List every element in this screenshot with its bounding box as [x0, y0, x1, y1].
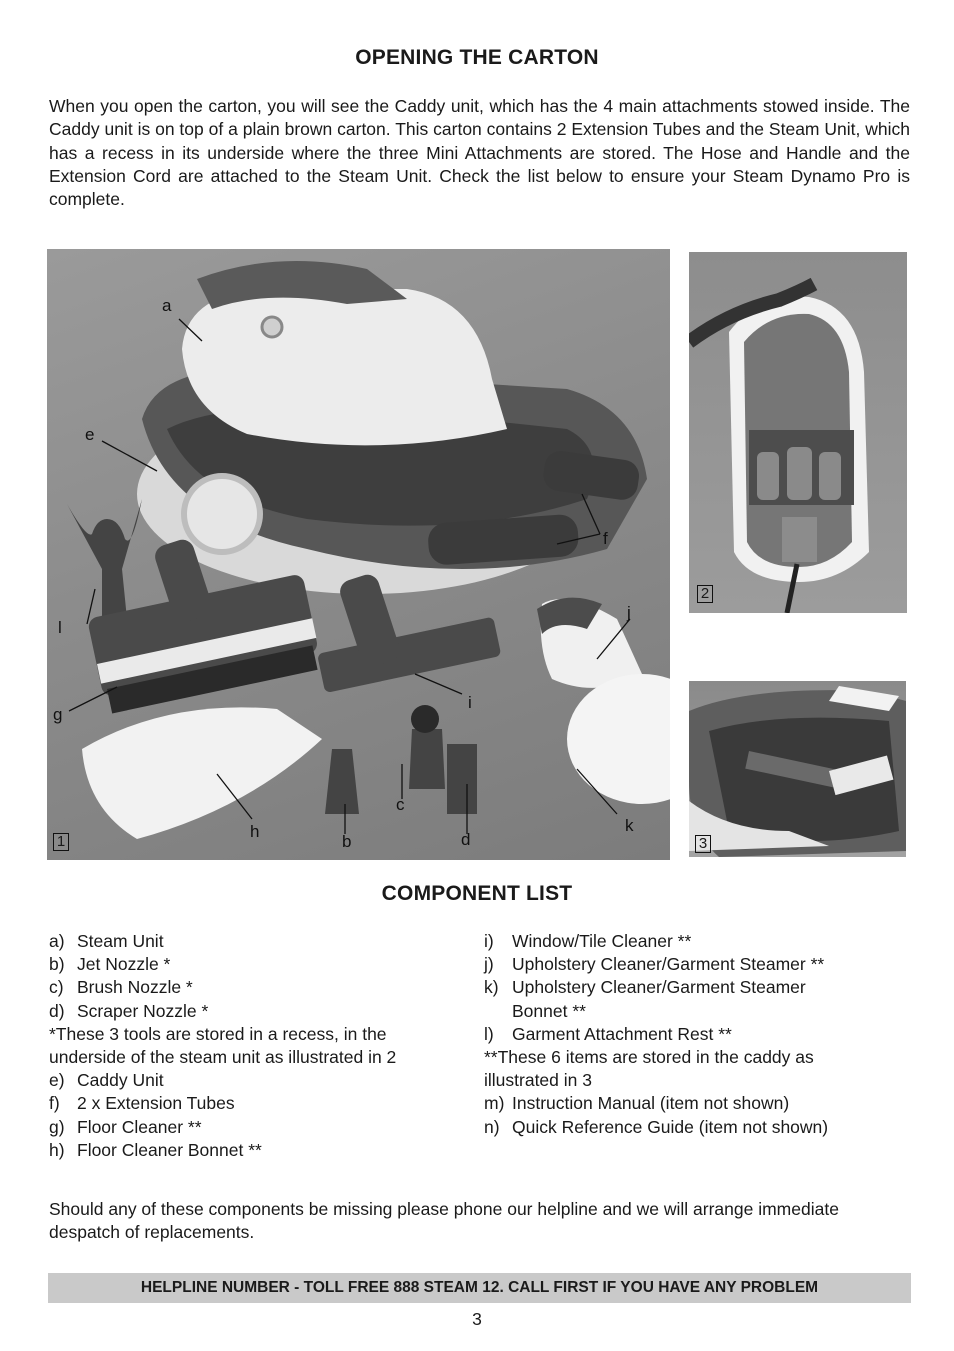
- figure-number-2: 2: [697, 585, 713, 603]
- list-item: h) Floor Cleaner Bonnet **: [49, 1139, 262, 1160]
- label-j: j: [627, 603, 631, 622]
- list-item: g) Floor Cleaner **: [49, 1116, 202, 1137]
- label-h: h: [250, 822, 260, 841]
- label-e: e: [85, 425, 95, 444]
- label-a: a: [162, 296, 172, 315]
- page-number: 3: [472, 1309, 482, 1329]
- list-item: c) Brush Nozzle *: [49, 977, 193, 998]
- list-item: e) Caddy Unit: [49, 1070, 164, 1091]
- list-item: j) Upholstery Cleaner/Garment Steamer **: [484, 954, 825, 975]
- figure-number-3: 3: [695, 835, 711, 853]
- storage-note-caddy: **These 6 items are stored in the caddy as illustrated in 3: [484, 1047, 814, 1091]
- label-k: k: [625, 816, 634, 835]
- intro-paragraph: When you open the carton, you will see the Caddy unit, which has the 4 main attachments stowed inside. The Caddy unit is on top of a plain brown carton. This carton contains 2 Extension Tubes and the Steam Unit, which has a recess in its underside where the three Mini Attachments are stored. The Hose and Handle and the Extension Cord are attached to the Steam Unit. Check the list below to ensure your Steam Dynamo Pro is complete.: [49, 96, 910, 210]
- list-item: d) Scraper Nozzle *: [49, 1000, 209, 1021]
- label-l: l: [58, 618, 62, 637]
- heading-component-list: COMPONENT LIST: [381, 882, 573, 905]
- list-item: f) 2 x Extension Tubes: [49, 1093, 235, 1114]
- figure-2-underside-photo: [689, 252, 907, 613]
- heading-opening-carton: OPENING THE CARTON: [355, 46, 599, 69]
- list-item: b) Jet Nozzle *: [49, 954, 171, 975]
- label-g: g: [53, 705, 63, 724]
- missing-components-paragraph: Should any of these components be missing please phone our helpline and we will arrange immediate despatch of replacements.: [49, 1199, 839, 1243]
- label-d: d: [461, 830, 471, 849]
- component-list-right: [484, 930, 904, 1139]
- product-illustration: [47, 249, 670, 860]
- caddy-illustration: [689, 681, 906, 857]
- label-b: b: [342, 832, 352, 851]
- list-item: k) Upholstery Cleaner/Garment Steamer Bonnet **: [484, 977, 806, 1021]
- label-c: c: [396, 795, 405, 814]
- underside-illustration: [689, 252, 907, 613]
- list-item: i) Window/Tile Cleaner **: [484, 931, 692, 951]
- figure-number-1: 1: [53, 833, 69, 851]
- list-item: n) Quick Reference Guide (item not shown): [484, 1116, 829, 1137]
- label-i: i: [468, 693, 472, 712]
- list-item: m) Instruction Manual (item not shown): [484, 1093, 790, 1114]
- figure-1-product-photo: [47, 249, 670, 860]
- list-item: l) Garment Attachment Rest **: [484, 1023, 732, 1044]
- helpline-banner: HELPLINE NUMBER - TOLL FREE 888 STEAM 12. CALL FIRST IF YOU HAVE ANY PROBLEM: [48, 1273, 911, 1303]
- storage-note-mini-tools: *These 3 tools are stored in a recess, in the underside of the steam unit as illustrated in 2: [49, 1023, 397, 1068]
- figure-3-caddy-photo: [689, 681, 906, 857]
- label-f: f: [603, 529, 608, 548]
- list-item: a) Steam Unit: [49, 931, 164, 951]
- component-list-left: [49, 930, 459, 1162]
